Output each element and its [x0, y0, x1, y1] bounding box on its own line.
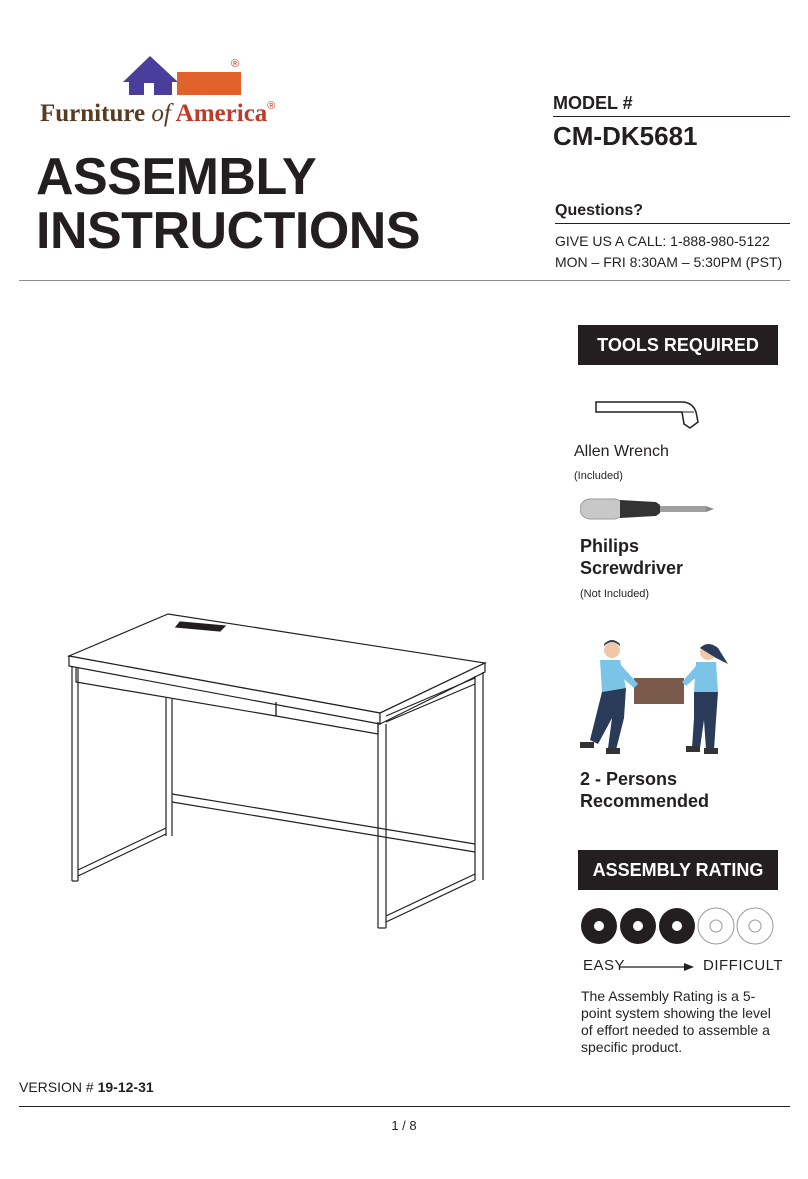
desk-rail-right: [386, 874, 475, 916]
questions-heading: Questions?: [555, 202, 644, 219]
brand-name: [40, 100, 275, 128]
allen-wrench-note: (Included): [574, 470, 623, 482]
box-shape: [634, 678, 684, 704]
version-info: [19, 1079, 154, 1095]
rating-description: The Assembly Rating is a 5-point system showing the level of effort needed to assemble a specific product.: [581, 988, 771, 1055]
rating-circle-empty: [737, 908, 773, 944]
rating-arrow-icon: [620, 960, 696, 974]
questions-divider: [555, 223, 790, 224]
desk-rail-right-inner: [386, 880, 475, 922]
allen-wrench-label: Allen Wrench: [574, 443, 669, 460]
version-number: 19-12-31: [97, 1079, 154, 1095]
persons-label-line1: 2 - Persons: [580, 769, 678, 789]
logo-orange-block: [177, 72, 241, 95]
persons-label-line2: Recommended: [580, 791, 710, 811]
tools-required-banner: TOOLS REQUIRED: [578, 325, 778, 365]
rating-circle-filled: [581, 908, 617, 944]
header-divider: [19, 280, 790, 281]
footer-divider: [19, 1106, 790, 1107]
assembly-rating-scale: [580, 906, 776, 946]
contact-hours: MON – FRI 8:30AM – 5:30PM (PST): [555, 254, 783, 270]
screwdriver-label-line1: Philips: [580, 536, 640, 556]
model-divider: [553, 116, 790, 117]
persons-label: [580, 768, 709, 812]
desk-back-stretcher: [172, 794, 475, 844]
rating-difficult-label: DIFFICULT: [703, 957, 784, 974]
rating-easy-label: EASY: [583, 957, 626, 974]
rating-circle-empty: [698, 908, 734, 944]
rating-circle-filled: [659, 908, 695, 944]
brand-name-of: of: [151, 100, 171, 127]
brand-name-america: America: [175, 100, 268, 127]
screwdriver-label-line2: Screwdriver: [580, 558, 684, 578]
logo-house-door: [144, 83, 154, 95]
screwdriver-label: [580, 535, 683, 579]
logo-registered-mark: ®: [231, 58, 240, 70]
brand-name-furniture: Furniture: [40, 100, 146, 127]
model-number: CM-DK5681: [553, 121, 698, 151]
rating-circle-filled: [620, 908, 656, 944]
allen-wrench-icon: [594, 398, 702, 434]
assembly-rating-banner: ASSEMBLY RATING: [578, 850, 778, 890]
model-label: MODEL #: [553, 93, 633, 113]
brand-registered: ®: [267, 100, 276, 112]
desk-back-stretcher-inner: [172, 802, 475, 852]
desk-rail-left-inner: [78, 834, 166, 876]
two-persons-carrying-icon: [576, 638, 736, 760]
title-line-2: INSTRUCTIONS: [36, 202, 420, 260]
page-title: [36, 150, 420, 258]
contact-phone: GIVE US A CALL: 1-888-980-5122: [555, 233, 770, 249]
version-label: VERSION #: [19, 1079, 94, 1095]
title-line-1: ASSEMBLY: [36, 148, 317, 206]
desk-illustration: [60, 608, 500, 938]
desk-rail-left: [78, 828, 166, 870]
page-number: 1 / 8: [391, 1118, 417, 1133]
screwdriver-icon: [580, 496, 716, 522]
logo-roof: [123, 56, 178, 82]
screwdriver-note: (Not Included): [580, 588, 650, 600]
